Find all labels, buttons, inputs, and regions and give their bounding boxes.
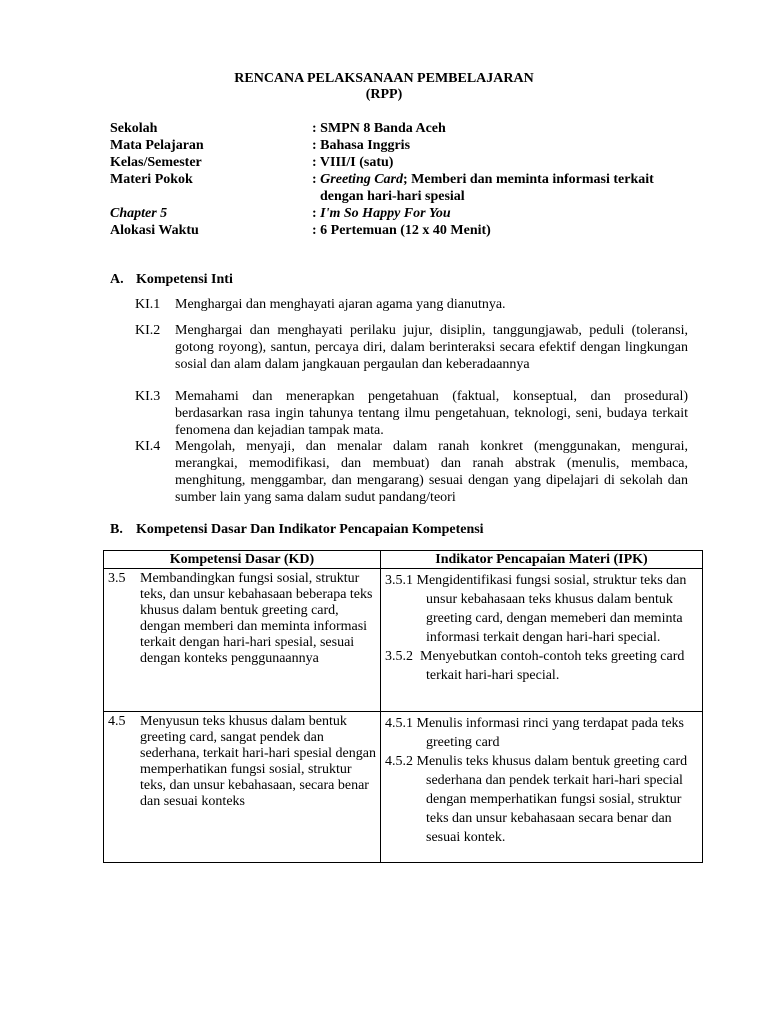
info-value: : SMPN 8 Banda Aceh [312, 121, 446, 136]
ipk-item [385, 571, 698, 647]
section-heading-b [110, 521, 484, 539]
ki-code: KI.2 [135, 323, 161, 338]
ipk-text: Mengidentifikasi fungsi sosial, struktur teks dan unsur kebahasaan teks khusus dalam bentuk greeting card, dengan memeberi dan meminta informasi terkait dengan hari-hari special. [416, 573, 687, 645]
ipk-text: Menyebutkan contoh-contoh teks greeting card terkait hari-hari special. [420, 649, 685, 683]
section-title: Kompetensi Dasar Dan Indikator Pencapaian Kompetensi [136, 522, 484, 537]
ipk-line [385, 714, 698, 752]
ki-item-3 [135, 388, 688, 439]
ki-text: Menghargai dan menghayati ajaran agama yang dianutnya. [175, 297, 506, 312]
identity-block [110, 120, 710, 239]
ipk-number: 3.5.2 [385, 649, 413, 664]
ki-code: KI.1 [135, 297, 161, 312]
info-label: Kelas/Semester [110, 155, 202, 170]
ipk-text: Menulis teks khusus dalam bentuk greeting card sederhana dan pendek terkait hari-hari special dengan memperhatikan fungsi sosial, struktur teks dan unsur kebahasaan secara benar dan sesuai kontek. [416, 754, 688, 845]
ipk-text: Menulis informasi rinci yang terdapat pada teks greeting card [416, 716, 684, 750]
info-value [312, 205, 712, 222]
info-label: Mata Pelajaran [110, 138, 204, 153]
materi-italic: Greeting Card [320, 172, 404, 187]
materi-continuation: dengan hari-hari spesial [320, 189, 465, 204]
ipk-line [385, 647, 698, 685]
kd-ipk-table [103, 550, 703, 863]
info-row-sekolah [110, 120, 710, 137]
info-label: Alokasi Waktu [110, 223, 199, 238]
section-letter: B. [110, 522, 123, 537]
info-value: : 6 Pertemuan (12 x 40 Menit) [312, 223, 491, 238]
ki-code: KI.4 [135, 439, 161, 454]
table-row [104, 712, 703, 863]
ipk-cell [381, 712, 703, 863]
info-value: : Bahasa Inggris [312, 138, 411, 153]
info-row-chapter [110, 205, 710, 222]
info-value [312, 171, 712, 205]
ipk-item [385, 647, 698, 685]
kd-number: 4.5 [108, 714, 126, 729]
ipk-item [385, 752, 698, 847]
kd-cell [104, 712, 381, 863]
info-row-mapel [110, 137, 710, 154]
document-subtitle: (RPP) [365, 87, 403, 102]
ipk-item [385, 714, 698, 752]
info-row-alokasi [110, 222, 710, 239]
info-row-materi [110, 171, 710, 205]
table-row [104, 569, 703, 712]
ipk-number: 4.5.2 [385, 754, 413, 769]
section-heading-a [110, 271, 233, 289]
section-title: Kompetensi Inti [136, 272, 233, 287]
section-letter: A. [110, 272, 124, 287]
ipk-number: 3.5.1 [385, 573, 413, 588]
ki-item-1 [135, 296, 688, 313]
ipk-line [385, 752, 698, 847]
ipk-number: 4.5.1 [385, 716, 413, 731]
ipk-cell [381, 569, 703, 712]
kd-item [108, 571, 376, 667]
materi-rest: ; Memberi dan meminta informasi terkait [403, 172, 654, 187]
ki-code: KI.3 [135, 389, 161, 404]
table-header-row [104, 551, 703, 569]
info-label: Chapter 5 [110, 206, 168, 221]
header-kd: Kompetensi Dasar (KD) [104, 551, 381, 569]
kd-item [108, 714, 376, 810]
chapter-colon: : [312, 206, 321, 221]
info-value: : VIII/I (satu) [312, 155, 394, 170]
kd-cell [104, 569, 381, 712]
kd-text: Menyusun teks khusus dalam bentuk greeting card, sangat pendek dan sederhana, terkait hari-hari spesial dengan memperhatikan fungsi sosial, struktur teks, dan unsur kebahasaan, secara benar dan sesuai konteks [140, 714, 376, 809]
materi-colon: : [312, 172, 321, 187]
ipk-line [385, 571, 698, 647]
kd-number: 3.5 [108, 571, 126, 586]
ki-text: Memahami dan menerapkan pengetahuan (faktual, konseptual, dan prosedural) berdasarkan rasa ingin tahunya tentang ilmu pengetahuan, teknologi, seni, budaya terkait fenomena dan kejadian tampak mata. [175, 389, 688, 438]
ki-text: Menghargai dan menghayati perilaku jujur, disiplin, tanggungjawab, peduli (toleransi, gotong royong), santun, percaya diri, dalam berinteraksi secara efektif dengan lingkungan sosial dan alam dalam jangkauan pergaulan dan keberadaannya [175, 323, 688, 372]
info-label: Materi Pokok [110, 172, 193, 187]
info-row-kelas [110, 154, 710, 171]
ki-text: Mengolah, menyaji, dan menalar dalam ranah konkret (menggunakan, mengurai, merangkai, memodifikasi, dan membuat) dan ranah abstrak (menulis, membaca, menghitung, menggambar, dan mengarang) sesuai dengan yang dipelajari di sekolah dan sumber lain yang sama dalam sudut pandang/teori [175, 439, 688, 505]
info-label: Sekolah [110, 121, 158, 136]
document-title: RENCANA PELAKSANAAN PEMBELAJARAN [234, 71, 534, 86]
ki-item-4 [135, 438, 688, 506]
header-ipk: Indikator Pencapaian Materi (IPK) [381, 551, 703, 569]
chapter-title: I'm So Happy For You [320, 206, 451, 221]
ki-item-2 [135, 322, 688, 373]
kd-text: Membandingkan fungsi sosial, struktur teks, dan unsur kebahasaan beberapa teks khusus dalam bentuk greeting card, dengan memberi dan meminta informasi terkait dengan hari-hari spesial, sesuai dengan konteks penggunaannya [140, 571, 373, 666]
